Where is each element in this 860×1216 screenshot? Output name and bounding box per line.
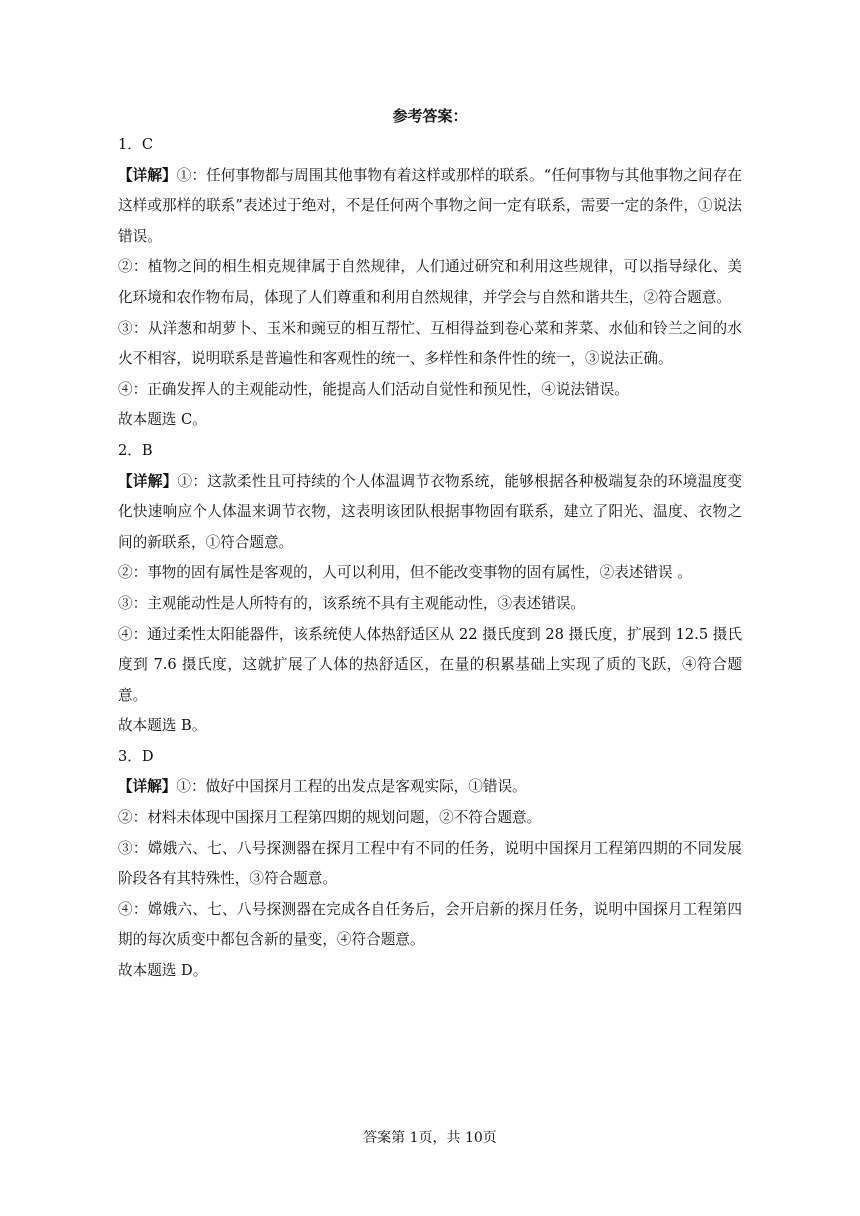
- question-number: 1．C: [118, 136, 154, 153]
- answer-conclusion: 故本题选 C。: [118, 411, 207, 429]
- answer-paragraph: ③：从洋葱和胡萝卜、玉米和豌豆的相互帮忙、互相得益到卷心菜和荠菜、水仙和铃兰之间的水火不相容，说明联系是普遍性和客观性的统一、多样性和条件性的统一，③说法正确。: [118, 319, 742, 368]
- answer-conclusion: 故本题选 B。: [118, 717, 207, 735]
- answer-paragraph: [118, 772, 742, 803]
- page-title: 参考答案：: [392, 107, 468, 125]
- answer-paragraph: [118, 161, 742, 253]
- detail-tag: 【详解】: [118, 166, 177, 184]
- page-footer: 答案第 1页，共 10页: [363, 1130, 497, 1146]
- answer-paragraph: [118, 467, 742, 559]
- answer-paragraph: ②：材料未体现中国探月工程第四期的规划问题，②不符合题意。: [118, 809, 542, 827]
- detail-tag: 【详解】: [118, 778, 177, 796]
- answer-content: [118, 130, 742, 987]
- answer-block-1: [118, 130, 742, 436]
- answer-paragraph: ③：主观能动性是人所特有的，该系统不具有主观能动性，③表述错误。: [118, 594, 586, 612]
- answer-text: ①：这款柔性且可持续的个人体温调节衣物系统，能够根据各种极端复杂的环境温度变化快速响应个人体温来调节衣物，这表明该团队根据事物固有联系，建立了阳光、温度、衣物之间的新联系，①符合题意。: [118, 472, 742, 551]
- answer-paragraph: ③：嫦娥六、七、八号探测器在探月工程中有不同的任务，说明中国探月工程第四期的不同发展阶段各有其特殊性，③符合题意。: [118, 839, 742, 888]
- answer-text: ①：做好中国探月工程的出发点是客观实际，①错误。: [176, 778, 527, 796]
- answer-paragraph: ④：正确发挥人的主观能动性，能提高人们活动自觉性和预见性，④说法错误。: [118, 380, 629, 398]
- question-number: 3．D: [118, 747, 154, 765]
- answer-paragraph: ④：嫦娥六、七、八号探测器在完成各自任务后，会开启新的探月任务，说明中国探月工程第四期的每次质变中都包含新的量变，④符合题意。: [118, 900, 742, 949]
- question-number: 2．B: [118, 441, 153, 459]
- answer-paragraph: ②：植物之间的相生相克规律属于自然规律，人们通过研究和利用这些规律，可以指导绿化、美化环境和农作物布局，体现了人们尊重和利用自然规律，并学会与自然和谐共生，②符合题意。: [118, 258, 742, 306]
- detail-tag: 【详解】: [118, 472, 178, 490]
- answer-paragraph: ②：事物的固有属性是客观的，人可以利用，但不能改变事物的固有属性，②表述错误 。: [118, 564, 692, 582]
- answer-text: ①：任何事物都与周围其他事物有着这样或那样的联系。“任何事物与其他事物之间存在这样或那样的联系”表述过于绝对，不是任何两个事物之间一定有联系，需要一定的条件，①说法错误。: [118, 166, 742, 245]
- answer-paragraph: ④：通过柔性太阳能器件，该系统使人体热舒适区从 22 摄氏度到 28 摄氏度，扩展到 12.5 摄氏度到 7.6 摄氏度，这就扩展了人体的热舒适区，在量的积累基础上实现了质的飞跃，④符合题意。: [118, 625, 742, 704]
- answer-block-2: [118, 436, 742, 742]
- answer-block-3: [118, 742, 742, 987]
- answer-conclusion: 故本题选 D。: [118, 962, 208, 980]
